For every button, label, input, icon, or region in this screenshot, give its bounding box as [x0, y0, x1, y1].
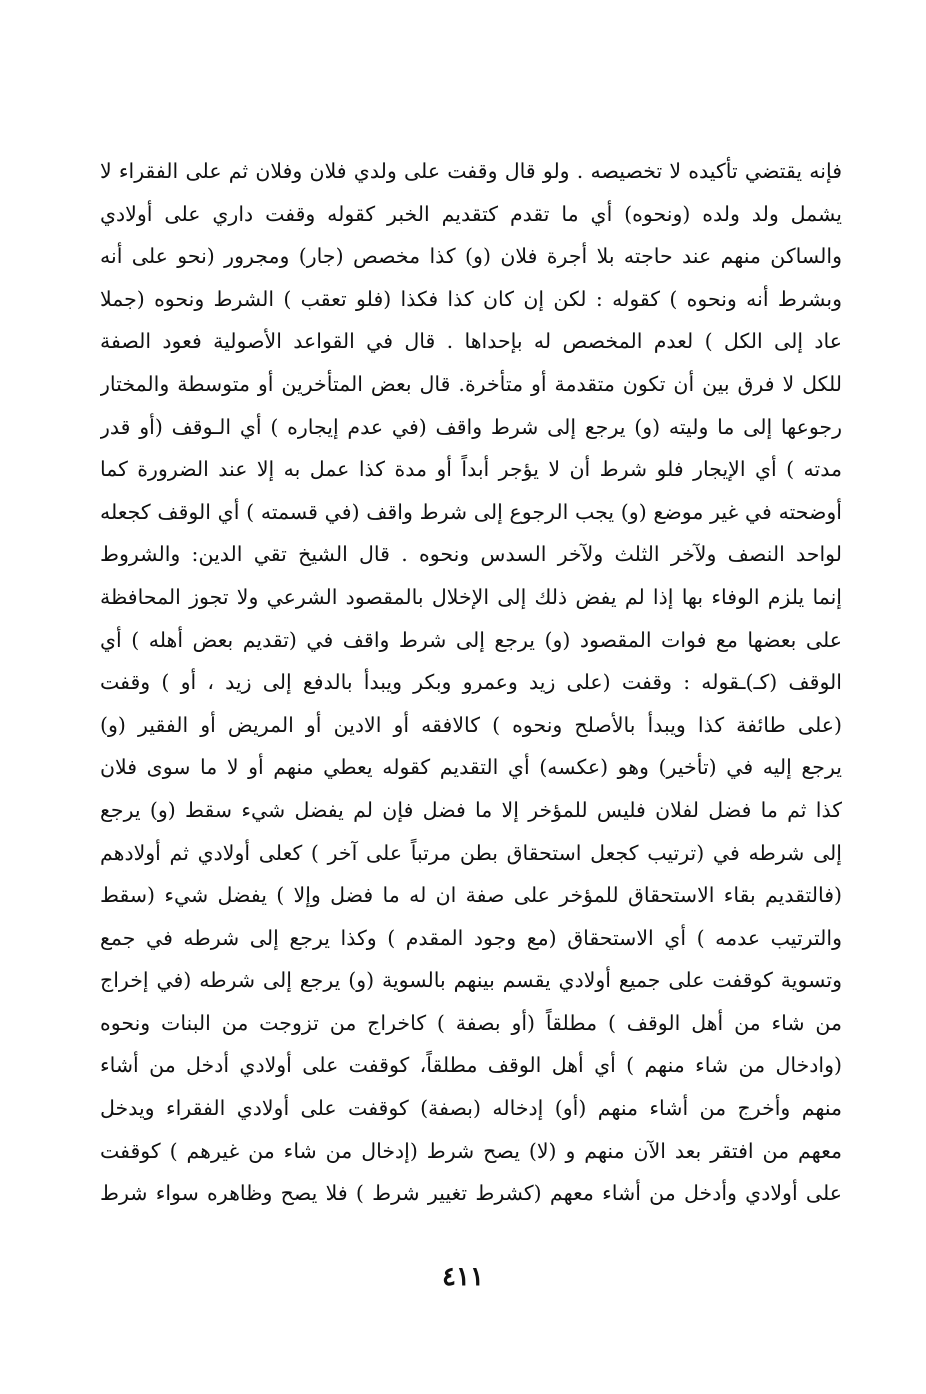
text-line: للكل لا فرق بين أن تكون متقدمة أو متأخرة. قال بعض المتأخرين أو متوسطة والمختار: [100, 371, 842, 396]
text-line: رجوعها إلى ما وليته (و) يرجع إلى شرط واقف (في عدم إيجاره ) أي الـوقف (أو قدر: [100, 414, 842, 439]
text-line: الوقف (كـ)ـقوله : وقفت (على زيد وعمرو وبكر ويبدأ بالدفع إلى زيد ، أو ) وقفت: [100, 670, 842, 695]
page-number: ٤١١: [442, 1262, 484, 1292]
text-line: مدته ) أي الإيجار فلو شرط أن لا يؤجر أبداً أو مدة كذا عمل به إلا عند الضرورة كما: [100, 457, 842, 482]
text-line: على بعضها مع فوات المقصود (و) يرجع إلى شرط واقف في (تقديم بعض أهله ) أي: [100, 627, 842, 652]
text-line: عاد إلى الكل ) لعدم المخصص له بإحداها . قال في القواعد الأصولية فعود الصفة: [100, 329, 842, 354]
text-line: منهم وأخرج من أشاء منهم (أو) إدخاله (بصفة) كوقفت على أولادي الفقراء ويدخل: [100, 1096, 842, 1121]
body-text: [100, 150, 842, 1215]
text-line: والترتيب عدمه ) أي الاستحقاق (مع وجود المقدم ) وكذا يرجع إلى شرطه في جمع: [100, 925, 842, 950]
text-line: لواحد النصف ولآخر الثلث ولآخر السدس ونحوه . قال الشيخ تقي الدين: والشروط: [100, 542, 842, 567]
text-line: فإنه يقتضي تأكيده لا تخصيصه . ولو قال وقفت على ولدي فلان وفلان ثم على الفقراء لا: [100, 159, 842, 183]
text-line: إنما يلزم الوفاء بها إذا لم يفض ذلك إلى الإخلال بالمقصود الشرعي ولا تجوز المحافظة: [100, 584, 842, 609]
text-line: معهم من افتقر بعد الآن منهم و (لا) يصح شرط (إدخال من شاء من غيرهم ) كوقفت: [100, 1138, 842, 1163]
text-line: والساكن منهم عند حاجته بلا أجرة فلان (و) كذا مخصص (جار) ومجرور (نحو على أنه: [100, 244, 842, 269]
text-line: يرجع إليه في (تأخير) وهو (عكسه) أي التقديم كقوله يعطي منهم أو لا ما سوى فلان: [100, 755, 842, 780]
text-line: وبشرط أنه ونحوه ) كقوله : لكن إن كان كذا فكذا (فلو تعقب ) الشرط ونحوه (جملا: [100, 286, 842, 311]
text-line: (وادخال من شاء منهم ) أي أهل الوقف مطلقاً، كوقفت على أولادي أدخل من أشاء: [100, 1053, 842, 1078]
text-line: وتسوية كوقفت على جميع أولادي يقسم بينهم بالسوية (و) يرجع إلى شرطه (في إخراج: [100, 968, 842, 993]
text-line: يشمل ولد ولده (ونحوه) أي ما تقدم كتقديم الخبر كقوله وقفت داري على أولادي: [100, 201, 842, 226]
text-line: كذا ثم ما فضل لفلان فليس للمؤخر إلا ما فضل فإن لم يفضل شيء سقط (و) يرجع: [100, 797, 842, 822]
text-line: (فالتقديم بقاء الاستحقاق للمؤخر على صفة ان له ما فضل وإلا ) يفضل شيء (سقط: [100, 883, 842, 908]
text-line: إلى شرطه في (ترتيب كجعل استحقاق بطن مرتباً على آخر ) كعلى أولادي ثم أولادهم: [100, 840, 842, 865]
text-line: من شاء من أهل الوقف ) مطلقاً (أو بصفة ) كاخراج من تزوجت من البنات ونحوه: [100, 1010, 842, 1035]
text-line: أوضحته في غير موضع (و) يجب الرجوع إلى شرط واقف (في قسمته ) أي الوقف كجعله: [100, 499, 842, 524]
text-line: (على طائفة كذا ويبدأ بالأصلح ونحوه ) كالافقه أو الادين أو المريض أو الفقير (و): [100, 712, 842, 737]
text-line: على أولادي وأدخل من أشاء معهم (كشرط تغيير شرط ) فلا يصح وظاهره سواء شرط: [100, 1181, 842, 1206]
